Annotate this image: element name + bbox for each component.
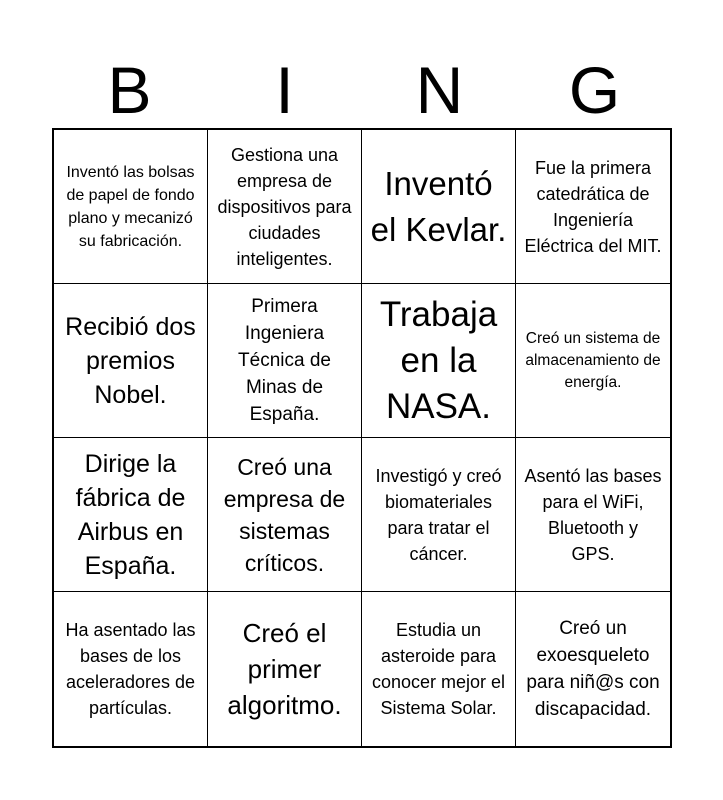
- cell-text: Trabaja en la NASA.: [379, 294, 498, 426]
- bingo-cell[interactable]: [516, 284, 670, 438]
- cell-text: Estudia un asteroide para conocer mejor el Sistema Solar.: [371, 620, 506, 718]
- cell-text: Creó un exoesqueleto para niñ@s con discapacidad.: [526, 618, 660, 720]
- bingo-cell[interactable]: [54, 130, 208, 284]
- cell-text: Inventó las bolsas de papel de fondo plano y mecanizó su fabricación.: [66, 163, 195, 250]
- bingo-cell[interactable]: [208, 284, 362, 438]
- bingo-title: [52, 52, 672, 128]
- cell-text: Ha asentado las bases de los aceleradores de partículas.: [65, 620, 196, 718]
- cell-text: Asentó las bases para el WiFi, Bluetooth y GPS.: [524, 465, 662, 564]
- bingo-cell[interactable]: [516, 438, 670, 592]
- cell-text: Gestiona una empresa de dispositivos para ciudades inteligentes.: [217, 144, 352, 269]
- cell-text: Investigó y creó biomateriales para tratar el cáncer.: [375, 465, 502, 564]
- cell-text: Inventó el Kevlar.: [370, 164, 507, 248]
- bingo-cell[interactable]: [516, 130, 670, 284]
- bingo-card-grid: [52, 128, 672, 748]
- bingo-cell[interactable]: [362, 284, 516, 438]
- bingo-cell[interactable]: [54, 592, 208, 746]
- cell-text: Creó una empresa de sistemas críticos.: [223, 453, 346, 576]
- bingo-cell[interactable]: [54, 284, 208, 438]
- title-letter-g: G: [568, 53, 621, 127]
- title-letter-b: B: [107, 53, 152, 127]
- title-letter-i: I: [275, 53, 294, 127]
- bingo-cell[interactable]: [208, 592, 362, 746]
- cell-text: Fue la primera catedrática de Ingeniería Eléctrica del MIT.: [524, 157, 662, 256]
- cell-text: Recibió dos premios Nobel.: [65, 312, 196, 409]
- cell-text: Primera Ingeniera Técnica de Minas de España.: [238, 296, 331, 425]
- bingo-cell[interactable]: [516, 592, 670, 746]
- cell-text: Dirige la fábrica de Airbus en España.: [75, 449, 186, 580]
- bingo-cell[interactable]: [362, 592, 516, 746]
- bingo-cell[interactable]: [208, 438, 362, 592]
- cell-text: Creó el primer algoritmo.: [227, 618, 342, 720]
- bingo-cell[interactable]: [362, 438, 516, 592]
- title-letter-n: N: [415, 53, 464, 127]
- bingo-cell[interactable]: [362, 130, 516, 284]
- bingo-cell[interactable]: [208, 130, 362, 284]
- cell-text: Creó un sistema de almacenamiento de energía.: [525, 329, 661, 391]
- bingo-cell[interactable]: [54, 438, 208, 592]
